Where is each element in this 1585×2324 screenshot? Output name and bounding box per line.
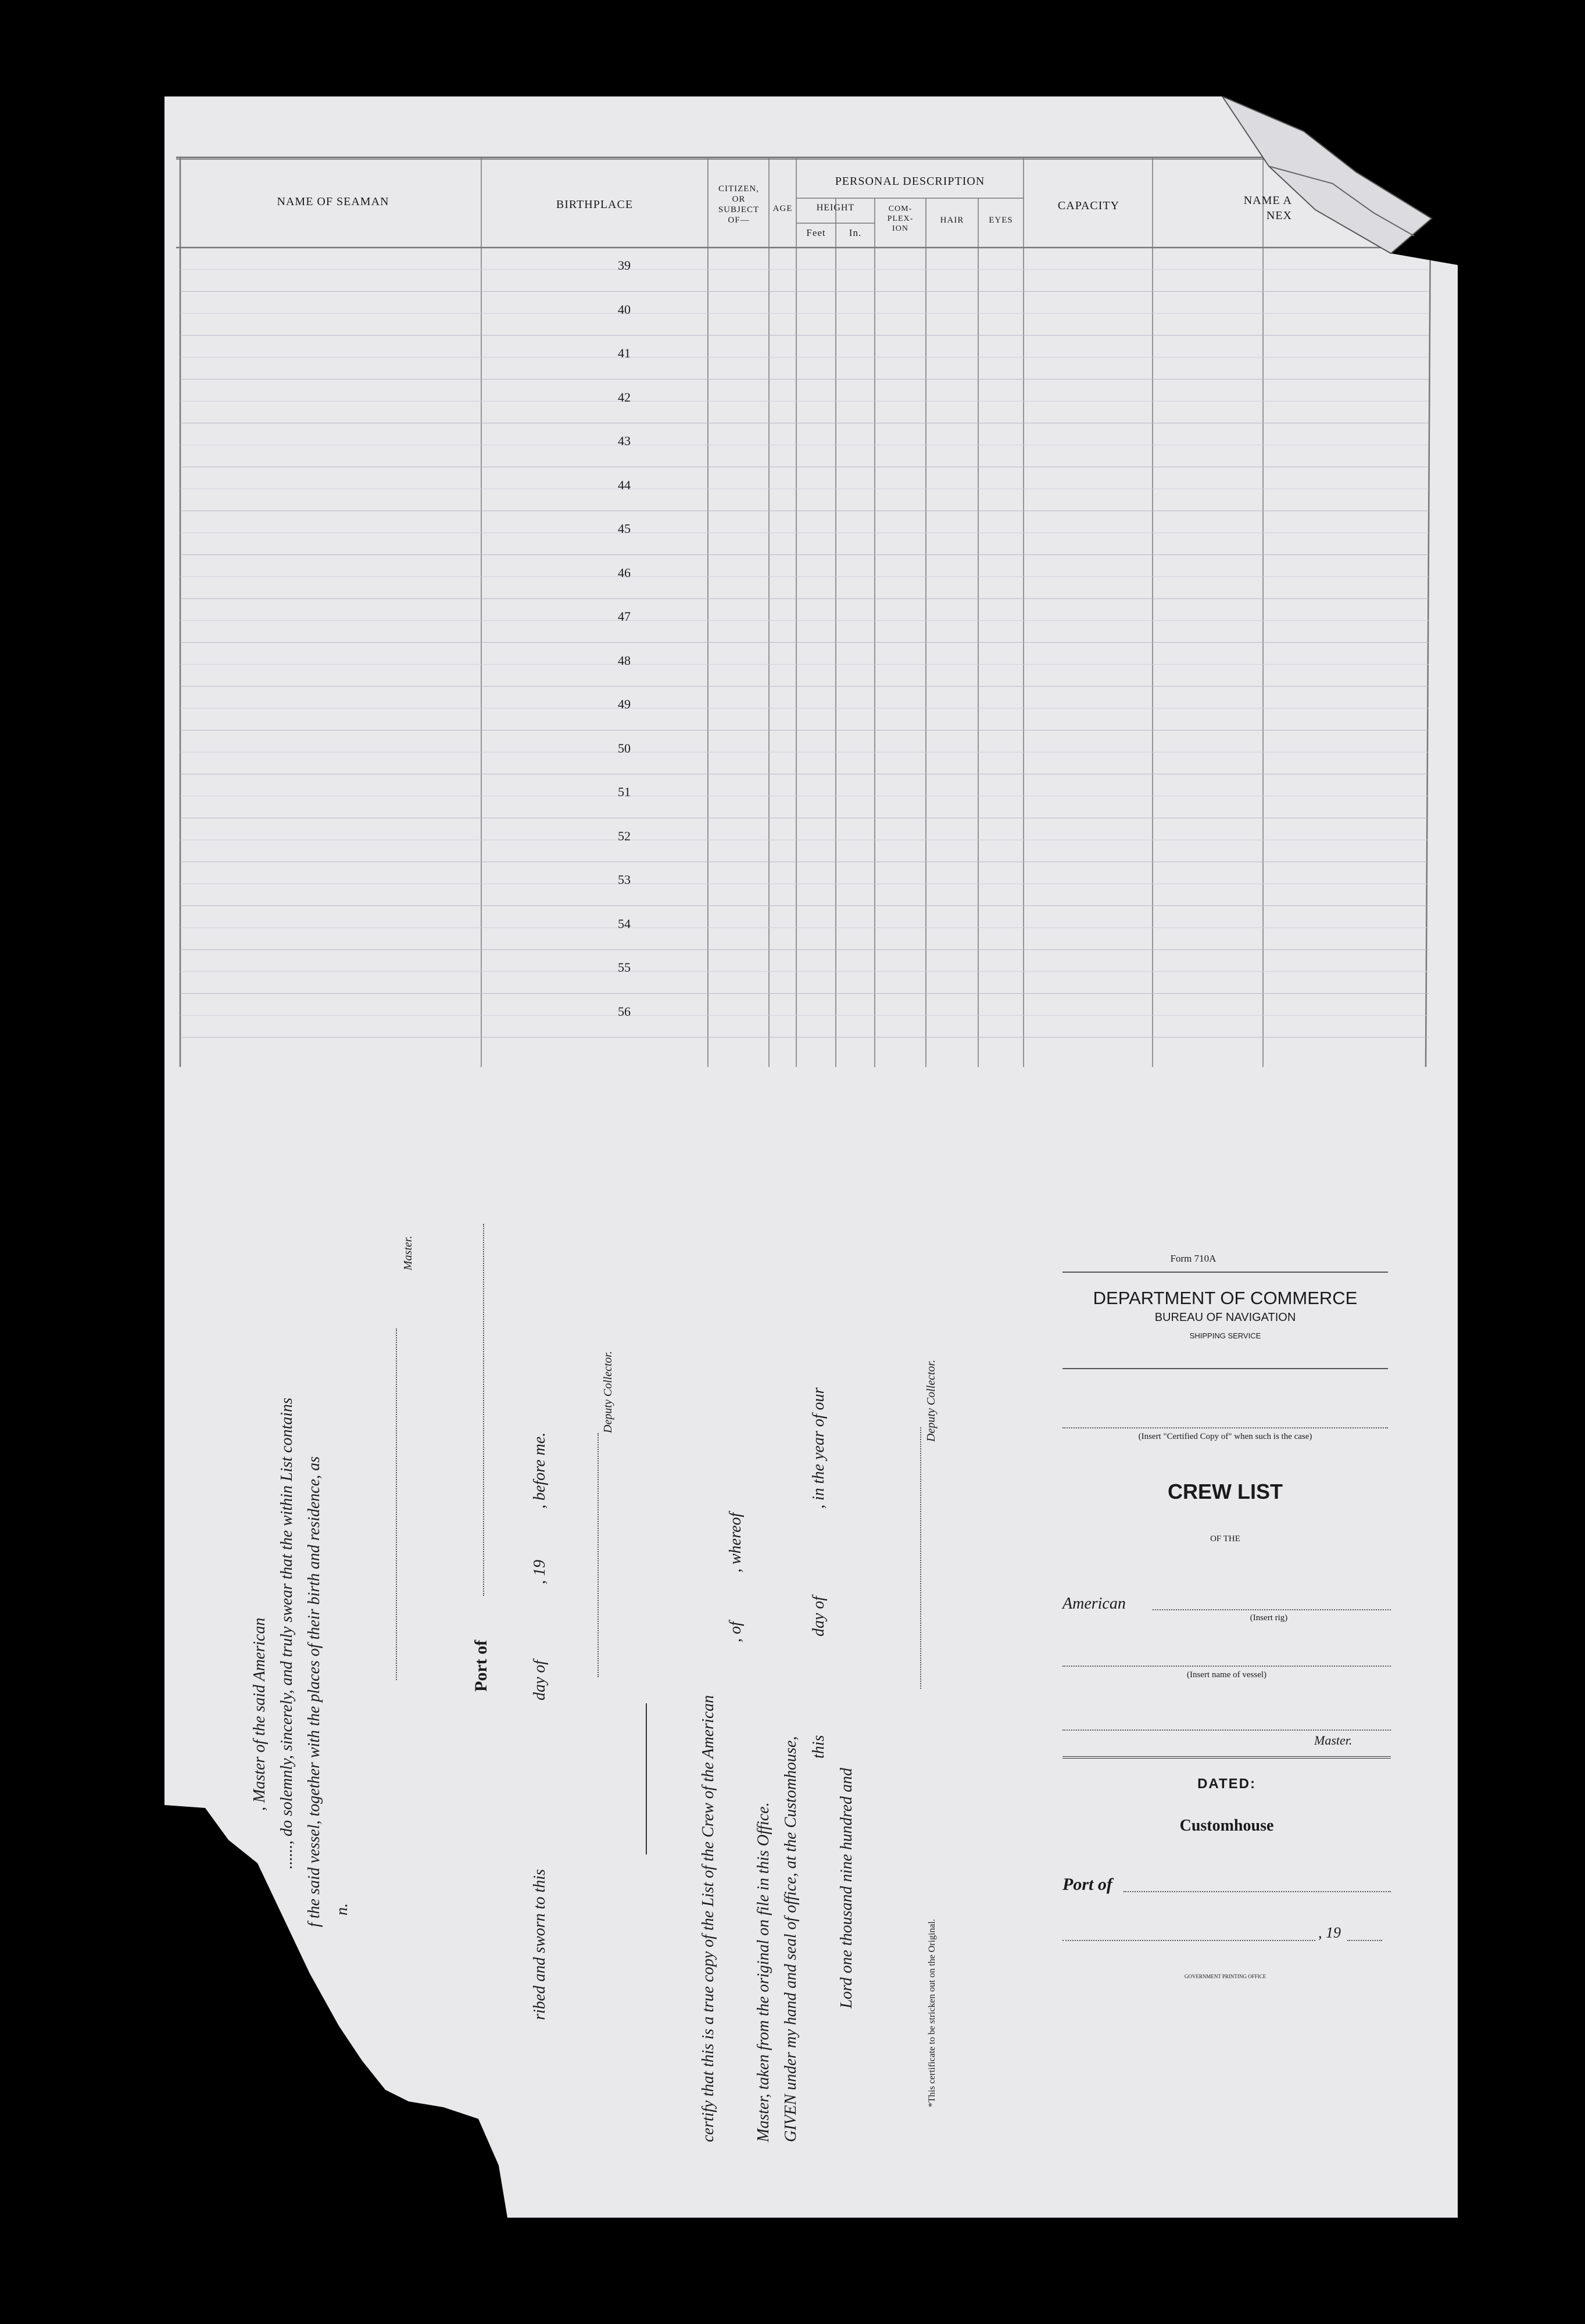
- printer-imprint: GOVERNMENT PRINTING OFFICE: [1184, 1974, 1266, 1979]
- header-birthplace: BIRTHPLACE: [556, 198, 634, 211]
- oath-line-2: ......, do solemnly, sincerely, and truly swear that the within List contains: [278, 1398, 296, 1869]
- row-number: 53: [618, 872, 631, 887]
- header-name-of-seaman: NAME OF SEAMAN: [277, 195, 389, 208]
- department-title: DEPARTMENT OF COMMERCE: [1093, 1288, 1358, 1308]
- row-number: 50: [618, 740, 631, 755]
- header-complexion: COM- PLEX- ION: [887, 205, 914, 233]
- header-feet: Feet: [806, 227, 826, 238]
- header-height: HEIGHT: [816, 203, 855, 213]
- row-number: 49: [618, 697, 631, 711]
- oath-subscribed: ribed and sworn to this: [531, 1869, 549, 2020]
- oath-deputy-collector: Deputy Collector.: [602, 1351, 614, 1433]
- row-number: 44: [618, 477, 631, 492]
- insert-vessel-note: (Insert name of vessel): [1186, 1670, 1267, 1680]
- form-number: Form 710A: [1170, 1253, 1217, 1264]
- row-number: 45: [618, 521, 631, 536]
- header-inches: In.: [849, 227, 862, 238]
- row-number: 52: [618, 828, 631, 843]
- cert-year-of-our: , in the year of our: [810, 1387, 828, 1509]
- header-capacity: CAPACITY: [1057, 199, 1120, 212]
- oath-nineteen: , 19: [531, 1560, 549, 1584]
- row-number: 40: [618, 302, 631, 317]
- torn-corner: [164, 96, 1458, 2218]
- row-number: 41: [618, 346, 631, 360]
- row-number: 47: [618, 609, 631, 624]
- oath-before-me: , before me.: [531, 1432, 549, 1509]
- oath-master-label: Master.: [402, 1236, 414, 1270]
- header-hair: HAIR: [940, 216, 964, 225]
- cert-day-of: day of: [810, 1596, 828, 1637]
- dated-label: DATED:: [1197, 1776, 1256, 1792]
- header-next-of-kin: NAME A NEX: [1243, 194, 1292, 222]
- header-personal-description: PERSONAL DESCRIPTION: [835, 175, 985, 188]
- row-number: 54: [618, 916, 631, 931]
- oath-line-4: n.: [333, 1903, 351, 1915]
- cert-line-1: certify that this is a true copy of the List of the Crew of the American: [699, 1695, 717, 2142]
- cert-footnote: *This certificate to be stricken out on the Original.: [927, 1919, 937, 2107]
- customhouse-label: Customhouse: [1179, 1817, 1274, 1835]
- row-number: 56: [618, 1004, 631, 1019]
- header-eyes: EYES: [989, 216, 1013, 225]
- cert-deputy-collector: Deputy Collector.: [925, 1359, 938, 1442]
- of-the-label: OF THE: [1210, 1534, 1240, 1544]
- american-label: American: [1062, 1595, 1126, 1613]
- row-number: 43: [618, 434, 631, 448]
- oath-day-of: day of: [531, 1660, 549, 1700]
- service-title: SHIPPING SERVICE: [1189, 1331, 1261, 1340]
- row-number: 55: [618, 960, 631, 975]
- header-citizen: CITIZEN, OR SUBJECT OF—: [718, 184, 760, 225]
- crew-list-title: CREW LIST: [1168, 1480, 1283, 1503]
- oath-port-of: Port of: [471, 1639, 491, 1692]
- year-label: , 19: [1318, 1924, 1341, 1941]
- row-number: 39: [618, 258, 631, 273]
- cert-line-3: GIVEN under my hand and seal of office, at the Customhouse,: [782, 1736, 800, 2142]
- bureau-title: BUREAU OF NAVIGATION: [1154, 1311, 1296, 1324]
- cert-lord: Lord one thousand nine hundred and: [838, 1767, 856, 2008]
- oath-line-3: f the said vessel, together with the places of their birth and residence, as: [305, 1456, 323, 1927]
- cert-this: this: [810, 1735, 828, 1759]
- oath-line-1: , Master of the said American: [251, 1617, 269, 1811]
- crew-list-sheet: [164, 96, 1458, 2218]
- cert-line-2: Master, taken from the original on file in this Office.: [754, 1802, 772, 2142]
- row-number: 46: [618, 565, 631, 580]
- master-label: Master.: [1314, 1733, 1353, 1748]
- cert-of: , of: [727, 1621, 745, 1642]
- cert-whereof: , whereof: [727, 1512, 745, 1573]
- row-number: 42: [618, 389, 631, 404]
- port-of-label: Port of: [1062, 1875, 1112, 1894]
- row-number: 48: [618, 653, 631, 668]
- header-age: AGE: [772, 204, 793, 213]
- certified-copy-note: (Insert "Certified Copy of" when such is the case): [1138, 1432, 1312, 1441]
- insert-rig-note: (Insert rig): [1250, 1613, 1288, 1623]
- row-number: 51: [618, 785, 631, 799]
